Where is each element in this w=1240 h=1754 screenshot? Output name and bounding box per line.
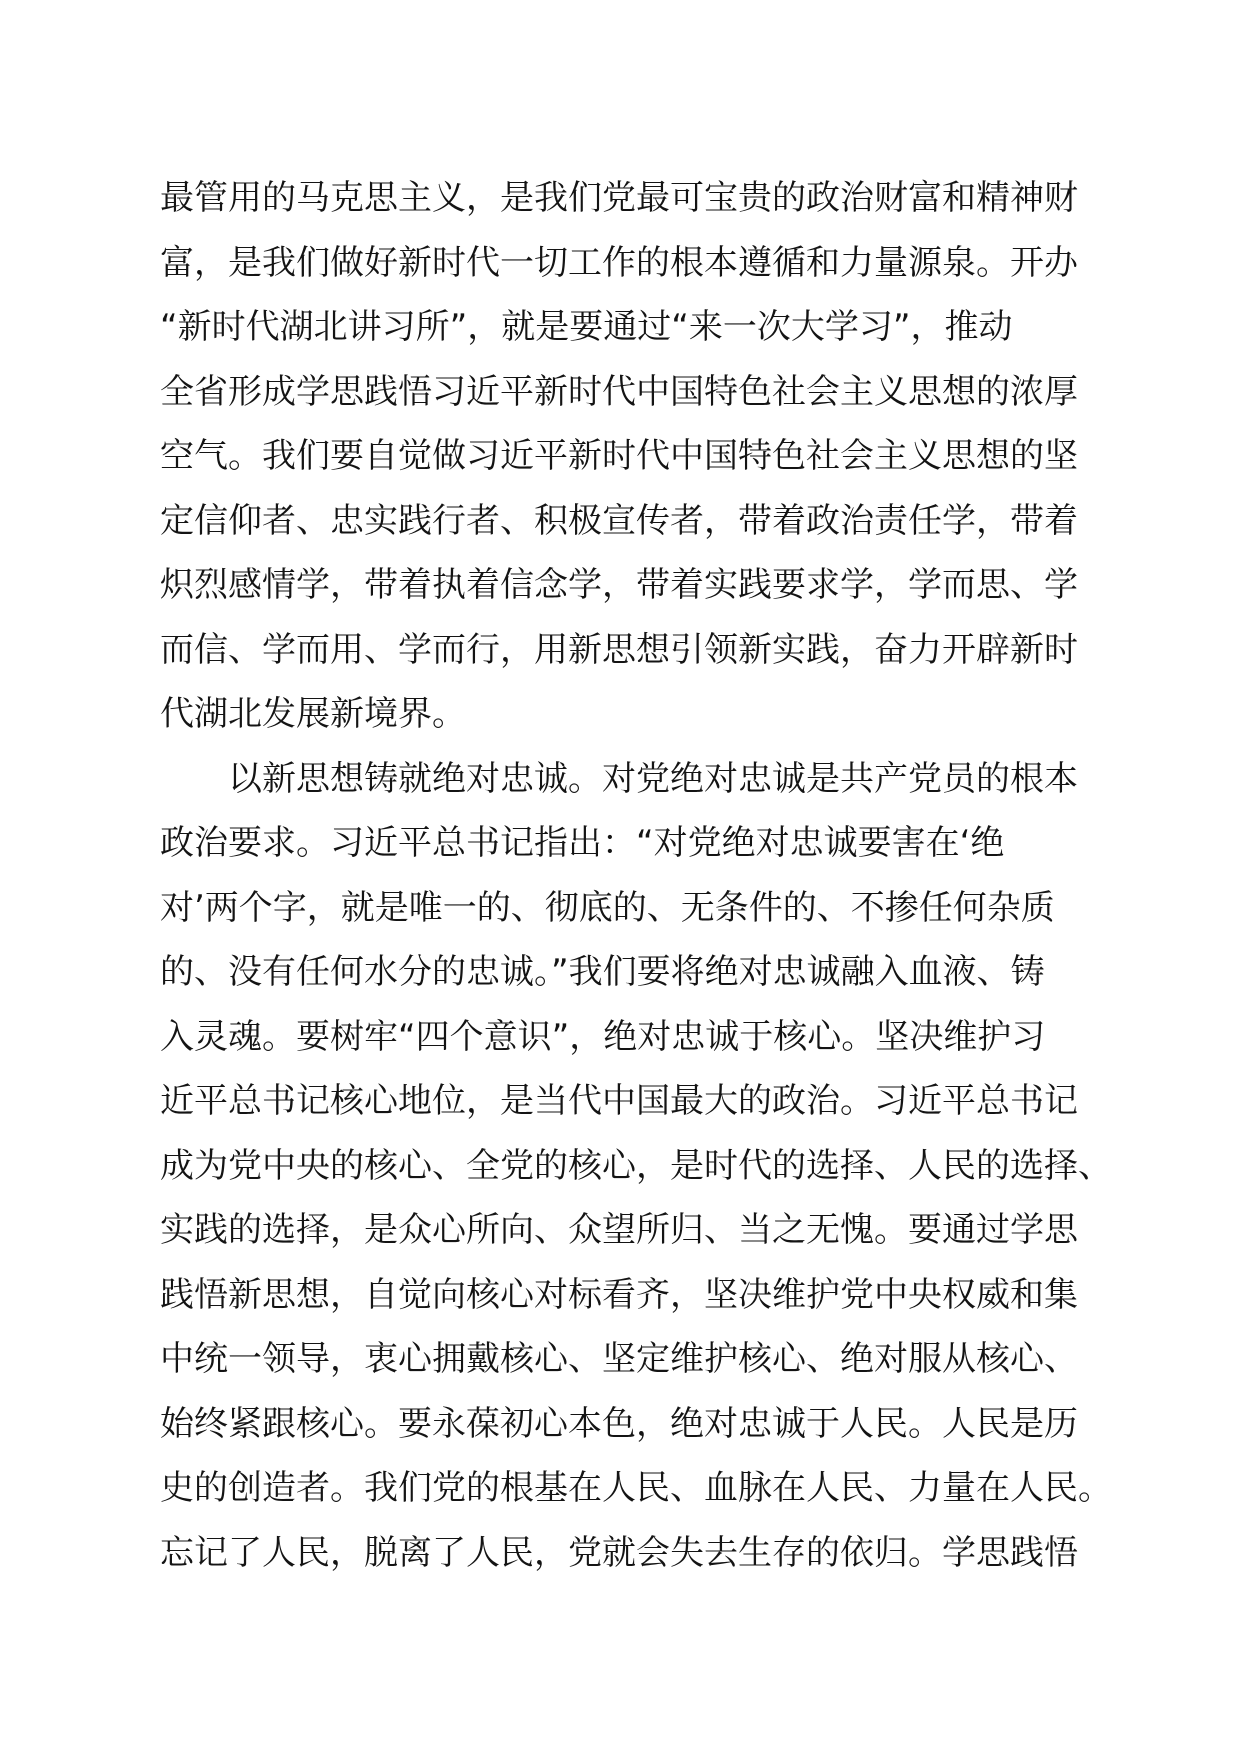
text-line: 史的创造者。我们党的根基在人民、血脉在人民、力量在人民。 xyxy=(160,1468,1112,1508)
text-line: 而信、学而用、学而行，用新思想引领新实践，奋力开辟新时 xyxy=(160,629,1078,670)
text-line: 最管用的马克思主义，是我们党最可宝贵的政治财富和精神财 xyxy=(160,178,1078,218)
paragraph-first-line: 以新思想铸就绝对忠诚。对党绝对忠诚是共产党员的根本 xyxy=(228,758,1078,799)
text-line: 入灵魂。要树牢“四个意识”，绝对忠诚于核心。坚决维护习 xyxy=(160,1016,1046,1057)
text-line: 政治要求。习近平总书记指出：“对党绝对忠诚要害在‘绝 xyxy=(160,823,1005,863)
text-line: 成为党中央的核心、全党的核心，是时代的选择、人民的选择、 xyxy=(160,1145,1112,1186)
text-line: 始终紧跟核心。要永葆初心本色，绝对忠诚于人民。人民是历 xyxy=(160,1403,1078,1444)
text-line: 代湖北发展新境界。 xyxy=(160,694,466,734)
text-line: 中统一领导，衷心拥戴核心、坚定维护核心、绝对服从核心、 xyxy=(160,1339,1078,1379)
text-line: 近平总书记核心地位，是当代中国最大的政治。习近平总书记 xyxy=(160,1081,1078,1121)
text-line: 实践的选择，是众心所向、众望所归、当之无愧。要通过学思 xyxy=(160,1210,1078,1250)
text-line: 践悟新思想，自觉向核心对标看齐，坚决维护党中央权威和集 xyxy=(160,1274,1078,1315)
text-line: 定信仰者、忠实践行者、积极宣传者，带着政治责任学，带着 xyxy=(160,500,1078,541)
text-line: 的、没有任何水分的忠诚。”我们要将绝对忠诚融入血液、铸 xyxy=(160,952,1045,992)
text-line: 炽烈感情学，带着执着信念学，带着实践要求学，学而思、学 xyxy=(160,565,1078,605)
text-line: 全省形成学思践悟习近平新时代中国特色社会主义思想的浓厚 xyxy=(160,371,1078,412)
body-text xyxy=(160,166,1120,1585)
text-line: “新时代湖北讲习所”，就是要通过“来一次大学习”，推动 xyxy=(160,307,1013,347)
text-line: 空气。我们要自觉做习近平新时代中国特色社会主义思想的坚 xyxy=(160,436,1078,476)
text-line: 忘记了人民，脱离了人民，党就会失去生存的依归。学思践悟 xyxy=(160,1532,1078,1573)
text-line: 富，是我们做好新时代一切工作的根本遵循和力量源泉。开办 xyxy=(160,242,1078,283)
text-line: 对’两个字，就是唯一的、彻底的、无条件的、不掺任何杂质 xyxy=(160,887,1055,928)
